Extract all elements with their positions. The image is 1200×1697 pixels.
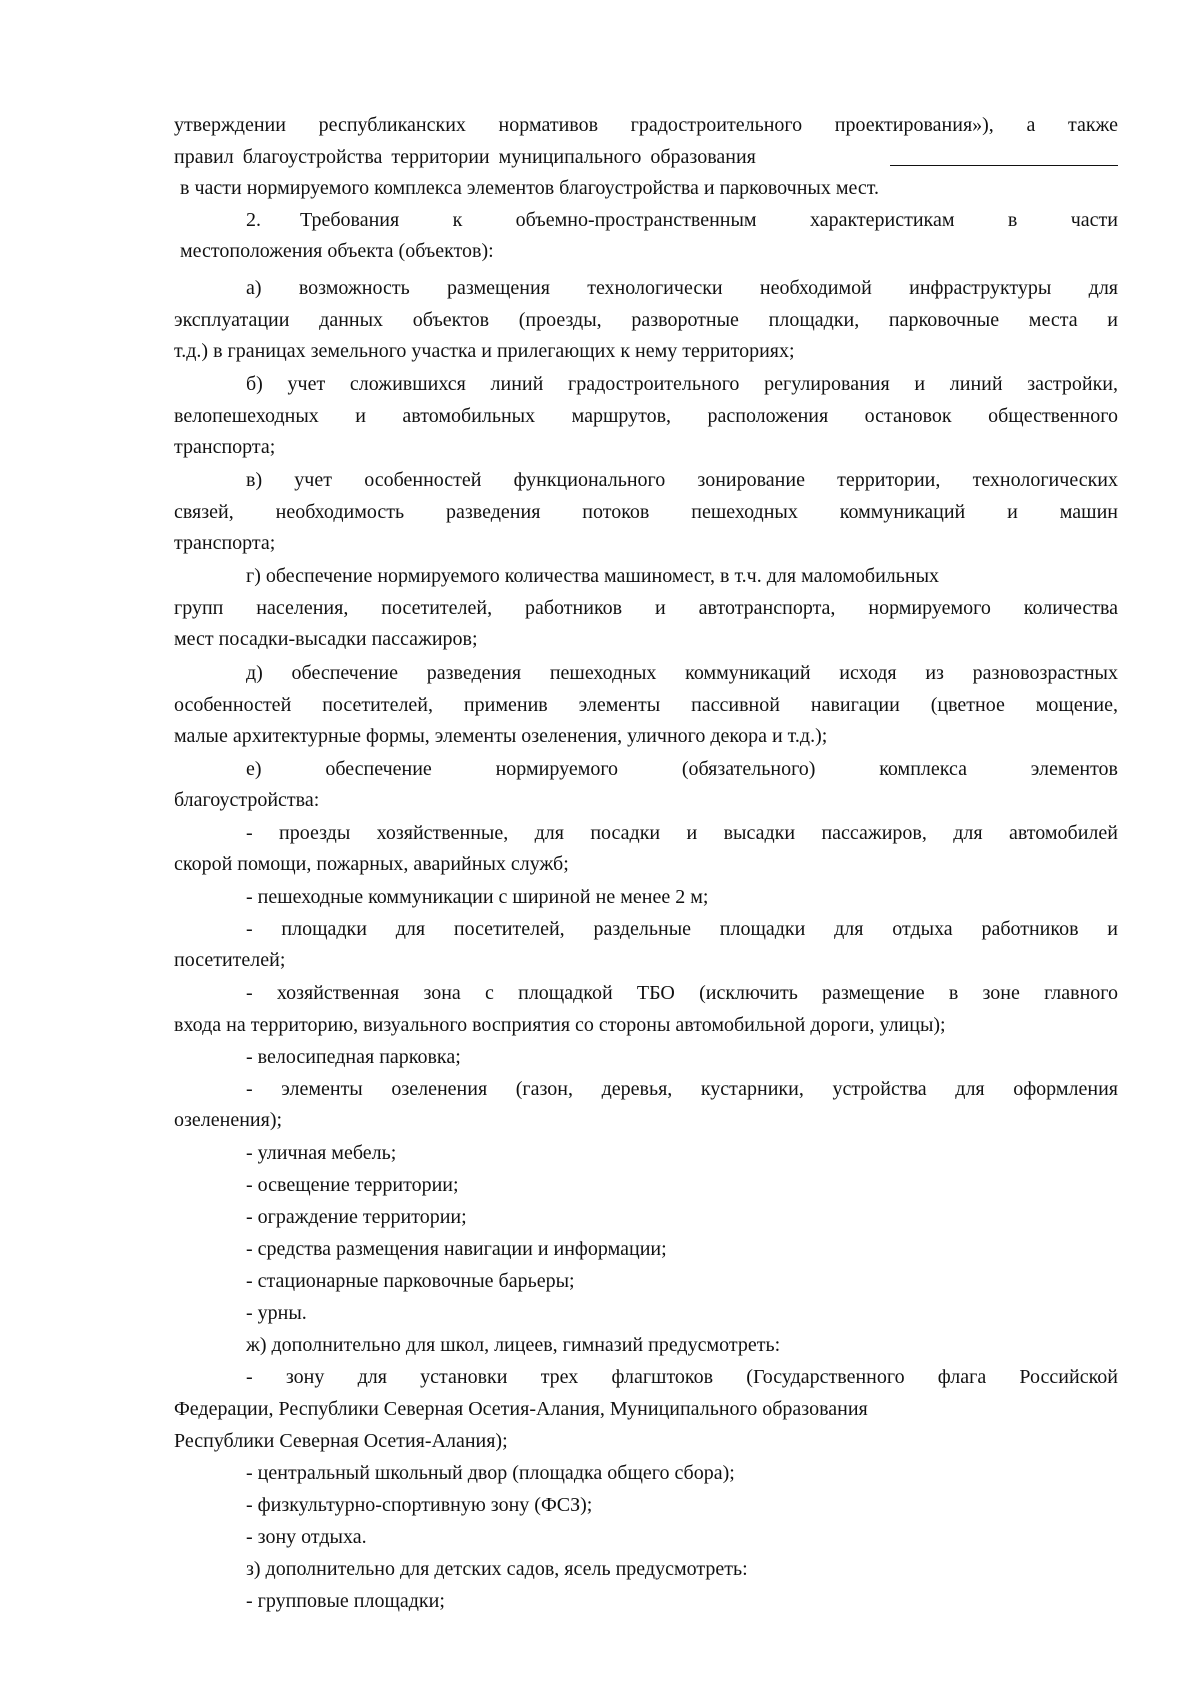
text-line: Республики Северная Осетия-Алания);: [174, 1430, 508, 1452]
text-line: транспорта;: [174, 532, 276, 554]
text-line: г) обеспечение нормируемого количества машиномест, в т.ч. для маломобильных: [246, 565, 940, 587]
text-line: входа на территорию, визуального восприятия со стороны автомобильной дороги, улицы);: [174, 1014, 946, 1036]
text-line: скорой помощи, пожарных, аварийных служб;: [174, 853, 569, 875]
list-item: - элементы озеленения (газон, деревья, кустарники, устройства для оформления: [246, 1078, 1118, 1100]
text-line: велопешеходных и автомобильных маршрутов, расположения остановок общественного: [174, 405, 1118, 427]
text-line: эксплуатации данных объектов (проезды, разворотные площадки, парковочные места и: [174, 309, 1118, 331]
text-line: малые архитектурные формы, элементы озеленения, уличного декора и т.д.);: [174, 725, 828, 747]
text-line: групп населения, посетителей, работников и автотранспорта, нормируемого количества: [174, 597, 1118, 619]
text-line: т.д.) в границах земельного участка и прилегающих к нему территориях;: [174, 340, 795, 362]
text-line: озеленения);: [174, 1109, 283, 1131]
list-item: - пешеходные коммуникации с шириной не менее 2 м;: [246, 886, 709, 908]
text-line: а) возможность размещения технологически необходимой инфраструктуры для: [246, 277, 1118, 299]
list-item: - центральный школьный двор (площадка общего сбора);: [246, 1462, 735, 1484]
text-line: Федерации, Республики Северная Осетия-Алания, Муниципального образования: [174, 1398, 868, 1420]
text-line: е) обеспечение нормируемого (обязательного) комплекса элементов: [246, 758, 1118, 780]
text-line-with-blank: [174, 145, 1118, 169]
subsection-heading: ж) дополнительно для школ, лицеев, гимназий предусмотреть:: [246, 1334, 781, 1356]
list-item: - велосипедная парковка;: [246, 1046, 461, 1068]
list-item: - стационарные парковочные барьеры;: [246, 1270, 575, 1292]
list-item: - групповые площадки;: [246, 1590, 445, 1612]
text-line: местоположения объекта (объектов):: [180, 240, 494, 262]
text-line: б) учет сложившихся линий градостроительного регулирования и линий застройки,: [246, 373, 1118, 395]
list-item: - площадки для посетителей, раздельные площадки для отдыха работников и: [246, 918, 1118, 940]
list-item: - уличная мебель;: [246, 1142, 397, 1164]
fill-in-blank: [890, 147, 1118, 166]
text-line: Требования к объемно-пространственным характеристикам в части: [300, 209, 1118, 231]
list-item: - физкультурно-спортивную зону (ФСЗ);: [246, 1494, 593, 1516]
text-line: мест посадки-высадки пассажиров;: [174, 628, 478, 650]
list-item: - хозяйственная зона с площадкой ТБО (исключить размещение в зоне главного: [246, 982, 1118, 1004]
text-line: в) учет особенностей функционального зонирование территории, технологических: [246, 469, 1118, 491]
list-item: - урны.: [246, 1302, 307, 1324]
list-item: - средства размещения навигации и информации;: [246, 1238, 667, 1260]
list-item: - освещение территории;: [246, 1174, 459, 1196]
text-line: благоустройства:: [174, 789, 320, 811]
list-item: - зону отдыха.: [246, 1526, 367, 1548]
list-item: - зону для установки трех флагштоков (Государственного флага Российской: [246, 1366, 1118, 1388]
text-line: утверждении республиканских нормативов градостроительного проектирования»), а также: [174, 114, 1118, 136]
section-number: 2.: [246, 209, 261, 231]
text-line: д) обеспечение разведения пешеходных коммуникаций исходя из разновозрастных: [246, 662, 1118, 684]
text-line: связей, необходимость разведения потоков пешеходных коммуникаций и машин: [174, 501, 1118, 523]
text-line: посетителей;: [174, 949, 286, 971]
text-line: правил благоустройства территории муниципального образования: [174, 146, 756, 168]
list-item: - проезды хозяйственные, для посадки и высадки пассажиров, для автомобилей: [246, 822, 1118, 844]
text-line: транспорта;: [174, 436, 276, 458]
subsection-heading: з) дополнительно для детских садов, ясель предусмотреть:: [246, 1558, 748, 1580]
section-heading-2: [246, 208, 1118, 232]
text-line: в части нормируемого комплекса элементов благоустройства и парковочных мест.: [180, 177, 879, 199]
list-item: - ограждение территории;: [246, 1206, 467, 1228]
text-line: особенностей посетителей, применив элементы пассивной навигации (цветное мощение,: [174, 694, 1118, 716]
